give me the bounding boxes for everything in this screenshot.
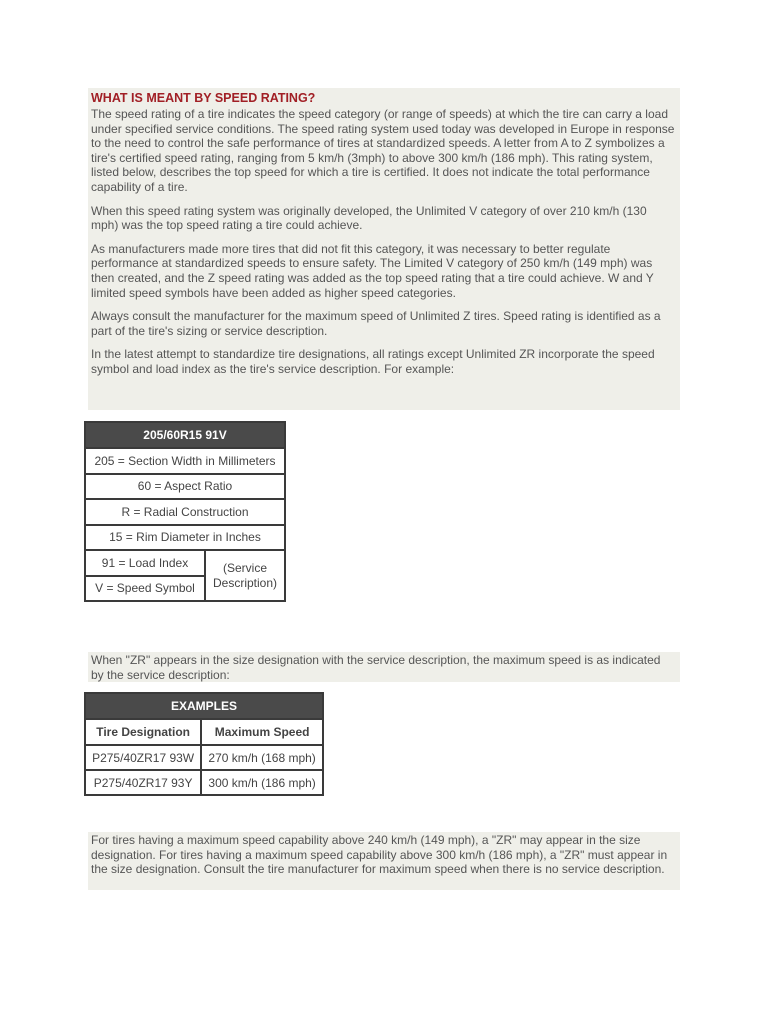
table-row: 15 = Rim Diameter in Inches [85,525,285,551]
table-row: R = Radial Construction [85,499,285,525]
tire-designation-cell: P275/40ZR17 93Y [85,770,201,795]
tire-designation-cell: P275/40ZR17 93W [85,745,201,770]
speed-rating-intro-panel [88,88,680,410]
zr-note-panel [88,652,680,682]
intro-paragraph: In the latest attempt to standardize tire designations, all ratings except Unlimited ZR incorporate the speed symbol and load index as the tire's service description. For example: [91,347,655,376]
column-header: Maximum Speed [201,719,323,745]
service-description-cell: (Service Description) [205,550,285,601]
zr-note-text: When "ZR" appears in the size designation with the service description, the maximum speed is as indicated by the service description: [91,653,661,682]
maximum-speed-cell: 270 km/h (168 mph) [201,745,323,770]
table-header: 205/60R15 91V [85,422,285,448]
tire-size-breakdown-table [84,421,286,602]
intro-paragraph: As manufacturers made more tires that did not fit this category, it was necessary to better regulate performance at standardized speeds to ensure safety. The Limited V category of 250 km/h (149 mph) was then created, and the Z speed rating was added as the top speed rating that a tire could achieve. W and Y limited speed symbols have been added as higher speed categories. [91,241,654,300]
table-row: 91 = Load Index [85,550,205,576]
table-row: V = Speed Symbol [85,576,205,602]
column-header: Tire Designation [85,719,201,745]
intro-paragraph: The speed rating of a tire indicates the speed category (or range of speeds) at which the tire can carry a load under specified service conditions. The speed rating system used today was developed in Europe in response to the need to control the safe performance of tires at standardized speeds. A letter from A to Z symbolizes a tire's certified speed rating, ranging from 5 km/h (3mph) to above 300 km/h (186 mph). This rating system, listed below, describes the top speed for which a tire is certified. It does not indicate the total performance capability of a tire. [91,107,675,194]
examples-table [84,692,324,796]
table-row [85,770,323,795]
table-header: EXAMPLES [85,693,323,719]
final-note-text: For tires having a maximum speed capability above 240 km/h (149 mph), a "ZR" may appear in the size designation. For tires having a maximum speed capability above 300 km/h (186 mph), a "ZR" must appear in the size designation. Consult the tire manufacturer for maximum speed when there is no service description. [91,833,668,877]
table-row: 60 = Aspect Ratio [85,474,285,500]
maximum-speed-cell: 300 km/h (186 mph) [201,770,323,795]
intro-paragraph: Always consult the manufacturer for the maximum speed of Unlimited Z tires. Speed rating is identified as a part of the tire's sizing or service description. [91,309,661,338]
table-row: 205 = Section Width in Millimeters [85,448,285,474]
intro-paragraph: When this speed rating system was originally developed, the Unlimited V category of over 210 km/h (130 mph) was the top speed rating a tire could achieve. [91,203,647,233]
table-row [85,745,323,770]
section-title: WHAT IS MEANT BY SPEED RATING? [91,91,316,105]
zr-requirement-panel [88,832,680,890]
